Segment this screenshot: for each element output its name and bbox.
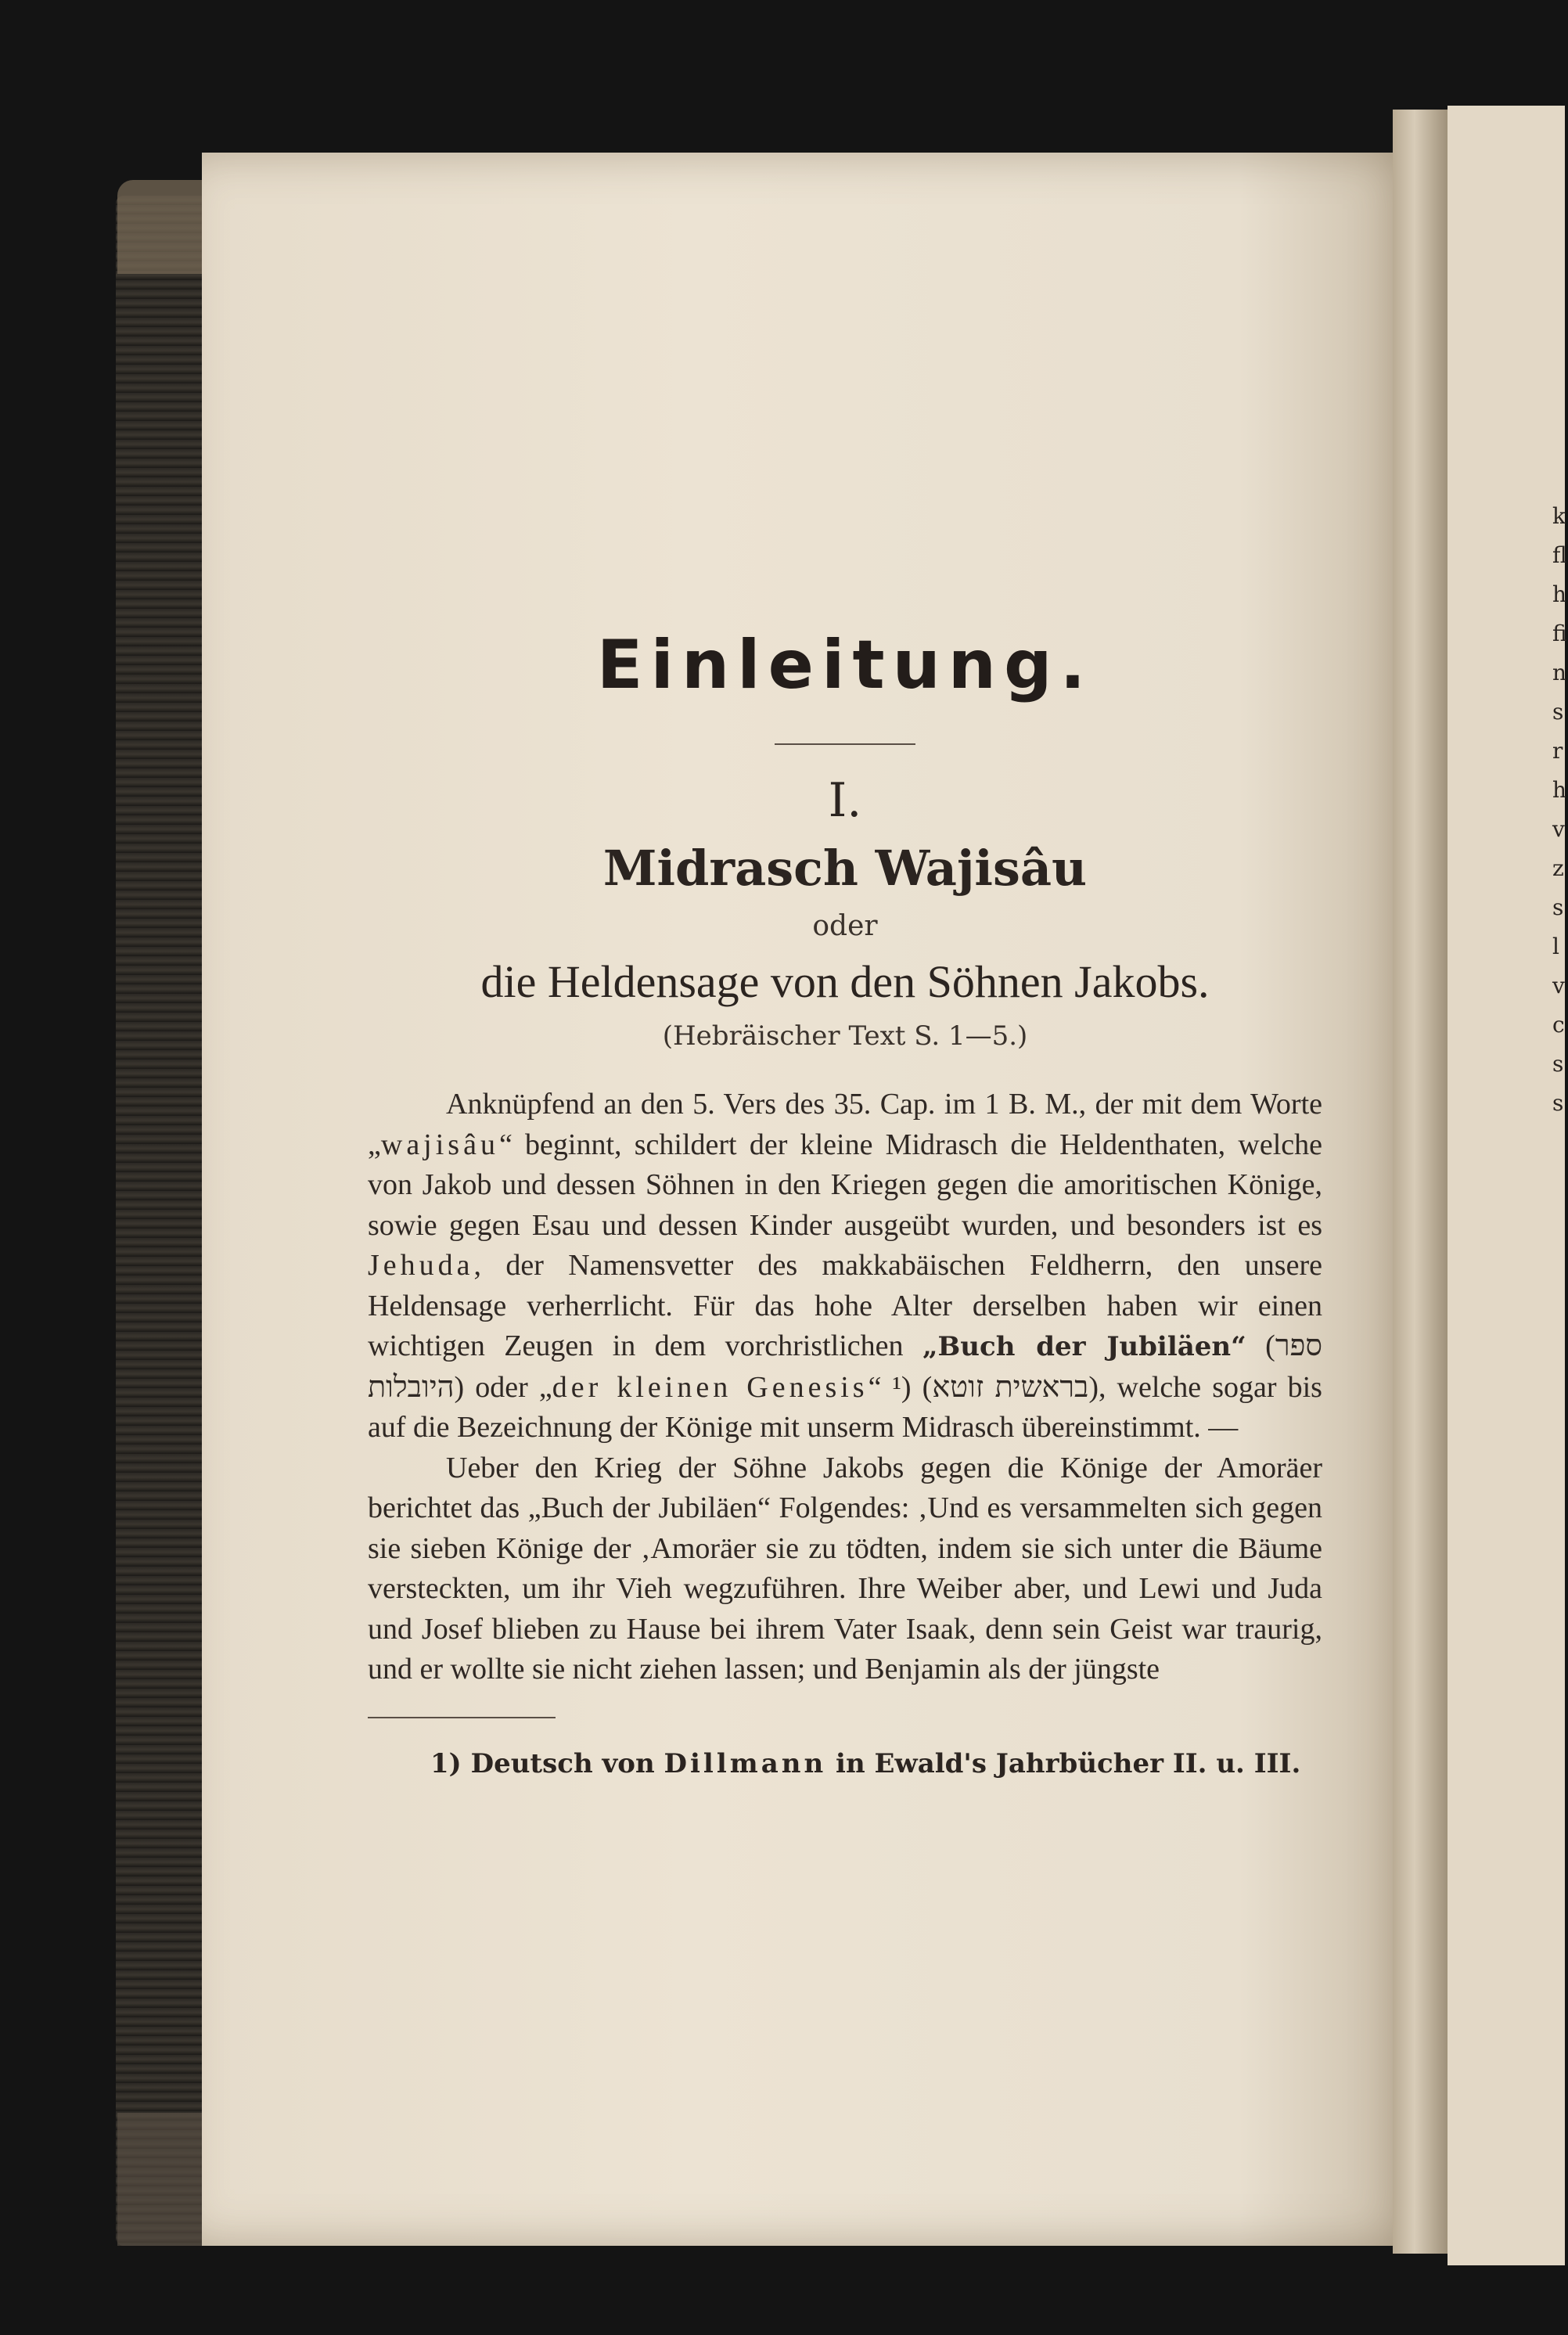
footnote (368, 1747, 1322, 1781)
section-subheading: die Heldensage von den Söhnen Jakobs. (480, 956, 1210, 1007)
p1-text: , der Namensvetter des makkabäischen Feldherrn, den unsere Heldensage verherrlicht. Für das hohe Alter derselben haben wir einen wichtigen Zeugen in dem vorchristlichen (368, 1249, 1322, 1362)
p1-text: (ספר היובלות) oder „ (368, 1329, 1323, 1404)
page-content (368, 438, 1322, 1781)
p1-spaced-name: Jehuda (368, 1249, 474, 1282)
section-number: I. (828, 773, 862, 828)
facing-page (1448, 106, 1565, 2265)
footnote-author: Dillmann (664, 1747, 827, 1779)
paragraph-1 (368, 1085, 1322, 1448)
p1-text: “ ¹) (בראשית זוטא), welche sogar bis auf die Bezeichnung der Könige mit unserm Midrasch übereinstimmt. — (368, 1370, 1322, 1444)
p1-spaced-title: der kleinen Genesis (552, 1370, 869, 1404)
section-heading: Midrasch Wajisâu (602, 840, 1088, 897)
footnote-text: in Ewald's Jahrbücher II. u. III. (826, 1747, 1301, 1779)
p1-bold-title: „Buch der Jubiläen“ (922, 1331, 1246, 1362)
footnote-text: 1) Deutsch von (430, 1747, 664, 1779)
p1-spaced-word: wajisâu (380, 1128, 499, 1161)
p1-text: Anknüpfend an den 5. Vers des 35. Cap. im 1 B. M., der mit dem Worte „ (368, 1088, 1322, 1161)
cover-corner-top (117, 180, 203, 274)
text-reference: (Hebräischer Text S. 1—5.) (662, 1020, 1028, 1052)
heading-conjunction: oder (812, 910, 878, 942)
cover-corner-bottom (117, 2113, 203, 2246)
paragraph-2: Ueber den Krieg der Söhne Jakobs gegen die Könige der Amoräer berichtet das „Buch der Jubiläen“ Folgendes: ‚Und es versammelten sich gegen sie sieben Könige der ‚Amoräer sie zu tödten, indem sie sich unter die Bäume versteckten, um ihr Vieh wegzuführen. Ihre Weiber aber, und Lewi und Juda und Josef blieben zu Hause bei ihrem Vater Isaak, denn sein Geist war traurig, und er wollte sie nicht ziehen lassen; und Benjamin als der jüngste (368, 1451, 1322, 1686)
p1-text: “ beginnt, schildert der kleine Midrasch die Heldenthaten, welche von Jakob und dessen Söhnen in den Kriegen gegen die amoritischen Könige, sowie gegen Esau und dessen Kinder ausgeübt wurden, und besonders ist es (368, 1128, 1322, 1242)
facing-page-edge-text: k fl h fi n s r h v z s l v c s s (1552, 503, 1567, 1116)
body-text (368, 1085, 1322, 1690)
book-gutter (1393, 110, 1448, 2254)
page-title: Einleitung. (596, 626, 1094, 704)
footnote-divider (368, 1717, 556, 1718)
book-spine (116, 196, 202, 2246)
title-divider (775, 743, 915, 745)
